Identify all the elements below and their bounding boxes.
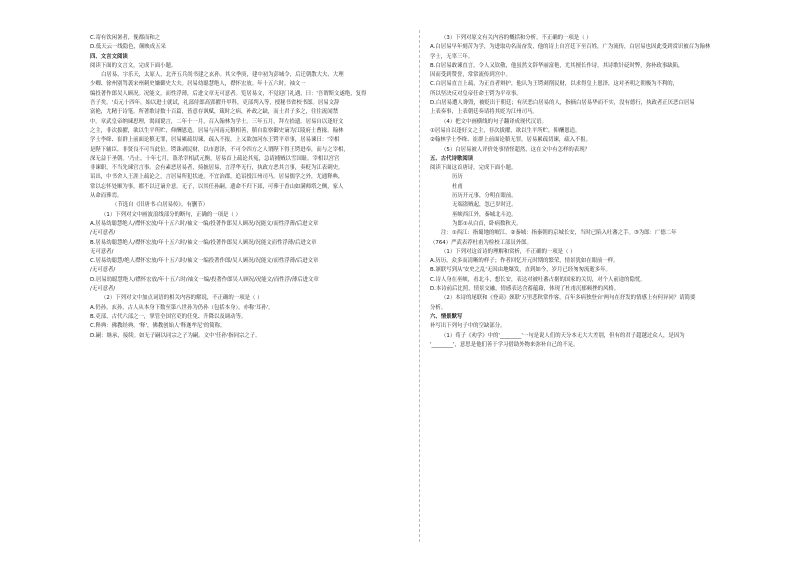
- text-line: C.寄有饮闲暑者，俛都而和之: [90, 35, 161, 41]
- text-line: 从命而葬焉。: [90, 193, 123, 200]
- text-line: （节选自《旧唐书·白居易传》，有删节）: [112, 202, 209, 209]
- text-line: 所以坚决反对皇帝任命王锷为平章事。: [430, 90, 522, 97]
- text-line: （5）白居易被人评价处事情怪超然，这在文中有怎样的表现？: [441, 146, 590, 153]
- text-line: 阅读下面的文言文，完成下面小题。: [90, 62, 177, 69]
- text-line: 为郎①从白首，卧病数秋天。: [452, 220, 522, 227]
- text-line: 深无益于圣朝。'乃止。十年七月，盗杀宰相武元衡，居易首上疏论其冤，急请捕贼以雪国耻。宰相以宫官: [90, 155, 340, 162]
- text-line: '________'，意思是他们善于学习借助外物来弥补自己的不足。: [430, 341, 579, 348]
- text-line: 历历开元事，分明在眼前。: [452, 193, 517, 200]
- text-line: 学士，无辜三年。: [430, 53, 474, 60]
- text-line: 学士李绛、崔群上前面论稹无罪，居易累疏切谏，疏入不报。上又欲加河东王锷平章事，居易谏曰：'宰相: [90, 137, 340, 144]
- text-line: C.释典：佛教经典。'释'，佛教创始人'释迦牟尼'的简称。: [90, 323, 226, 330]
- text-line: （1）荀子《劝学》中的'________'一句是说人们的天分本无大大差别，但有的君子超越过众人，是因为: [441, 332, 685, 339]
- text-line: 少卿、徐州别驾袭宋州刺史嫌御史大夫。居易幼聪慧绝人，襟怀宏放。年十五六时，袖文一: [90, 81, 306, 88]
- text-line: /无可意者/: [90, 230, 116, 237]
- text-line: 富艳，尤精于诗笔。所著歌诗数十百篇，皆意存讽赋，箴时之病，补政之缺，而士君子多之，往往流闻禁: [90, 109, 338, 116]
- text-line: （4）把文中画横线的句子翻译成现代汉语。: [441, 118, 547, 125]
- text-line: B.颔联写到从'安史之乱'无因由地爆发，直到如今，岁月已经匆匆流逝多年。: [430, 267, 611, 274]
- text-line: 是陛下辅臣，非贤良不可当此位。锷诛剥民财，以市恩泽，不可令四方之人谓陛下得王锷进奉，而与之宰相，: [90, 146, 349, 153]
- text-line: A.历历，众多而清晰的样子；作者回忆开元时期的繁荣，情景犹如在眼前一样。: [430, 258, 619, 265]
- text-line: 吾子矣。'贞元十四年，始以进士就试，礼部侍郎高郢擢升甲科，吏部判入等，授秘书省校书郎。居易文辞: [90, 100, 340, 107]
- right-column: [430, 34, 760, 350]
- text-line: （1）下列对文中画波浪线部分的断句，正确的一项是（ ）: [101, 211, 241, 218]
- text-line: A.仍孙，玄孙，古人从本身下数至第八世孙为仍孙（包括本身），亦称'耳孙'。: [90, 304, 274, 311]
- text-line: A.白居易早年刻苦为学，为进取功名而奋发，他的诗上自宫廷下至百姓，广为流传，白居易也因此受到赏识被召为翰林: [430, 44, 711, 51]
- left-column: [90, 34, 408, 341]
- text-line: D.白居易遭人谗毁，被贬出于朝廷；有厌恶白居易的人，指摘白居易华而不实，没有德行，执政者正厌恶白居易: [430, 100, 695, 107]
- text-line: 无端盗贼起，忽已岁时迁。: [452, 202, 517, 209]
- text-line: D.嗣：继承，接续。如无子嗣以同宗之子为嗣。文中'任孙'指同宗之子。: [90, 332, 261, 339]
- text-line: 上表奏事，上表朝廷奏请将其贬为江州司马。: [430, 109, 538, 116]
- text-line: D.本诗前后比照，情景交融，情感表达含蓄蕴藉，体现了杜甫沉郁顿挫的风格。: [430, 286, 620, 293]
- text-line: 之主，非次拔擢，欲以生平所贮，仰酬恩造。居易与河南元稹相善，稹自监察御史谪为江陵府士曹掾。翰林: [90, 127, 344, 134]
- text-line: （764）严武表荐杜甫为检校工部员外郎。: [430, 239, 532, 246]
- text-line: 诏出，中书舍人王涯上疏论之，言居易所犯状迹，不宜治郡，追诏授江州司马。居易儒学之外，尤通释典，: [90, 174, 344, 181]
- text-line: 常以忘怀处顺为事，都不以迁谪介意。无子，以其任孙嗣。遗命不归下邽，可葬于香山如满师塔之侧，家人: [90, 183, 344, 190]
- text-line: 无可意者/: [90, 248, 114, 255]
- text-line: 历历: [452, 174, 463, 181]
- text-line: C.白居易直言上疏，为正直者辩护，他认为王锷剥削民财，以求得皇上恩泽，这对圣明之朝极为不利的，: [430, 81, 679, 88]
- text-line: 非谏职，不当先谏官言事。会有素恶居易者，掎摭居易，言浮华无行，执政方恶其言事，奏贬为江表刺史。: [90, 165, 344, 172]
- text-line: D.低天云一线隐色，颠映成五采: [90, 44, 166, 51]
- text-line: ①居易自以逢好文之主，非次拔擢，欲以生平所贮，仰酬恩造。: [430, 127, 581, 134]
- text-line: B.白居易敢谏直言，令人又钦敬，他虽然文辞华丽富艳，尤其擅长作诗，其诗歌针砭时弊，弥补政事缺陷，: [430, 62, 684, 69]
- text-line: 补写出下列句子中的空缺部分。: [430, 323, 506, 330]
- section-heading: 六、情景默写: [430, 313, 463, 320]
- text-line: B.吏部，古代六部之一，掌管全国官吏的任免、升降以及调动等。: [90, 313, 247, 320]
- text-line: 中。章武皇帝纳谏思理，渴闻谠言，二年十一月，召入翰林为学士。三年五月，拜左拾遗。居易自以逢好文: [90, 118, 344, 125]
- section-heading: 四、文言文阅读: [90, 53, 128, 60]
- section-heading: 五、古代诗歌阅读: [430, 155, 474, 162]
- text-line: B.居易幼聪慧绝人/襟怀宏放/年十五六时/袖文一编/投著作郎吴人顾况/况能文而性浮薄/后进文章: [90, 239, 317, 246]
- text-line: /无可意者/: [90, 267, 116, 274]
- column-divider: [419, 30, 420, 542]
- text-line: A.居易幼聪慧绝人/襟怀宏放/年十五六时/袖文一编/投著作郎吴人顾况/况能文/而性浮薄/后进文章: [90, 220, 319, 227]
- text-line: 阅读下面这首唐诗，完成下面小题。: [430, 165, 517, 172]
- text-line: C.居易幼聪慧/绝人襟怀宏放/年十五六时/袖文一编投著作郎/吴人顾况/况能文/而性浮薄/后进文章: [90, 258, 319, 265]
- text-line: 分析。: [430, 304, 447, 311]
- text-line: 巫峡西江外，秦城北斗边。: [452, 211, 517, 218]
- text-line: C.诗人身在巫峡，看北斗，想长安，表达对被吐蕃占据的国家的关切，对个人前途的隐忧。: [430, 276, 646, 283]
- text-line: （3）下列对原文有关内容的概括和分析，不正确的一项是（ ）: [441, 35, 592, 41]
- text-line: 注：①西江：指蜀地的岷江。②秦城：指秦朝的京城长安，当时已陷入吐蕃之手。③为郎：广德二年: [441, 230, 677, 237]
- text-line: 杜甫: [452, 183, 463, 190]
- text-line: 编投著作郎吴人顾况。况能文，而性浮薄，后进文章无可意者。览居易文，不觉迎门礼遇，曰：'吾谓斯文遂绝，复得: [90, 90, 367, 97]
- text-line: （2）下列对文中加点词语的相关内容的解说，不正确的一项是（ ）: [101, 295, 263, 302]
- text-line: （1）下列对这首诗的理解和赏析，不正确的一项是（ ）: [441, 248, 576, 255]
- text-line: D.居易幼聪慧绝人/襟怀宏放/年十五六时/袖文一编/投著作郎吴人顾况/况能文/而性浮/薄后进文章: [90, 276, 319, 283]
- text-line: 因而受到赞誉，常常流传到宫中。: [430, 72, 511, 79]
- text-line: ②翰林学士李绛、崔群上前面论稹无罪，居易累疏切谏，疏入不报。: [430, 137, 592, 144]
- text-line: （2）本诗的尾联和《登高》颈联'万里悲秋常作客，百年多病独登台'两句在抒发的情感上有何异同？请简要: [441, 295, 696, 302]
- text-line: 白居易，字乐天，太原人，北齐五兵尚书建之玄孙。其父季庚，建中初为彭城令，后迁朝散大夫、大理: [101, 72, 344, 79]
- text-line: /无可意者/: [90, 286, 116, 293]
